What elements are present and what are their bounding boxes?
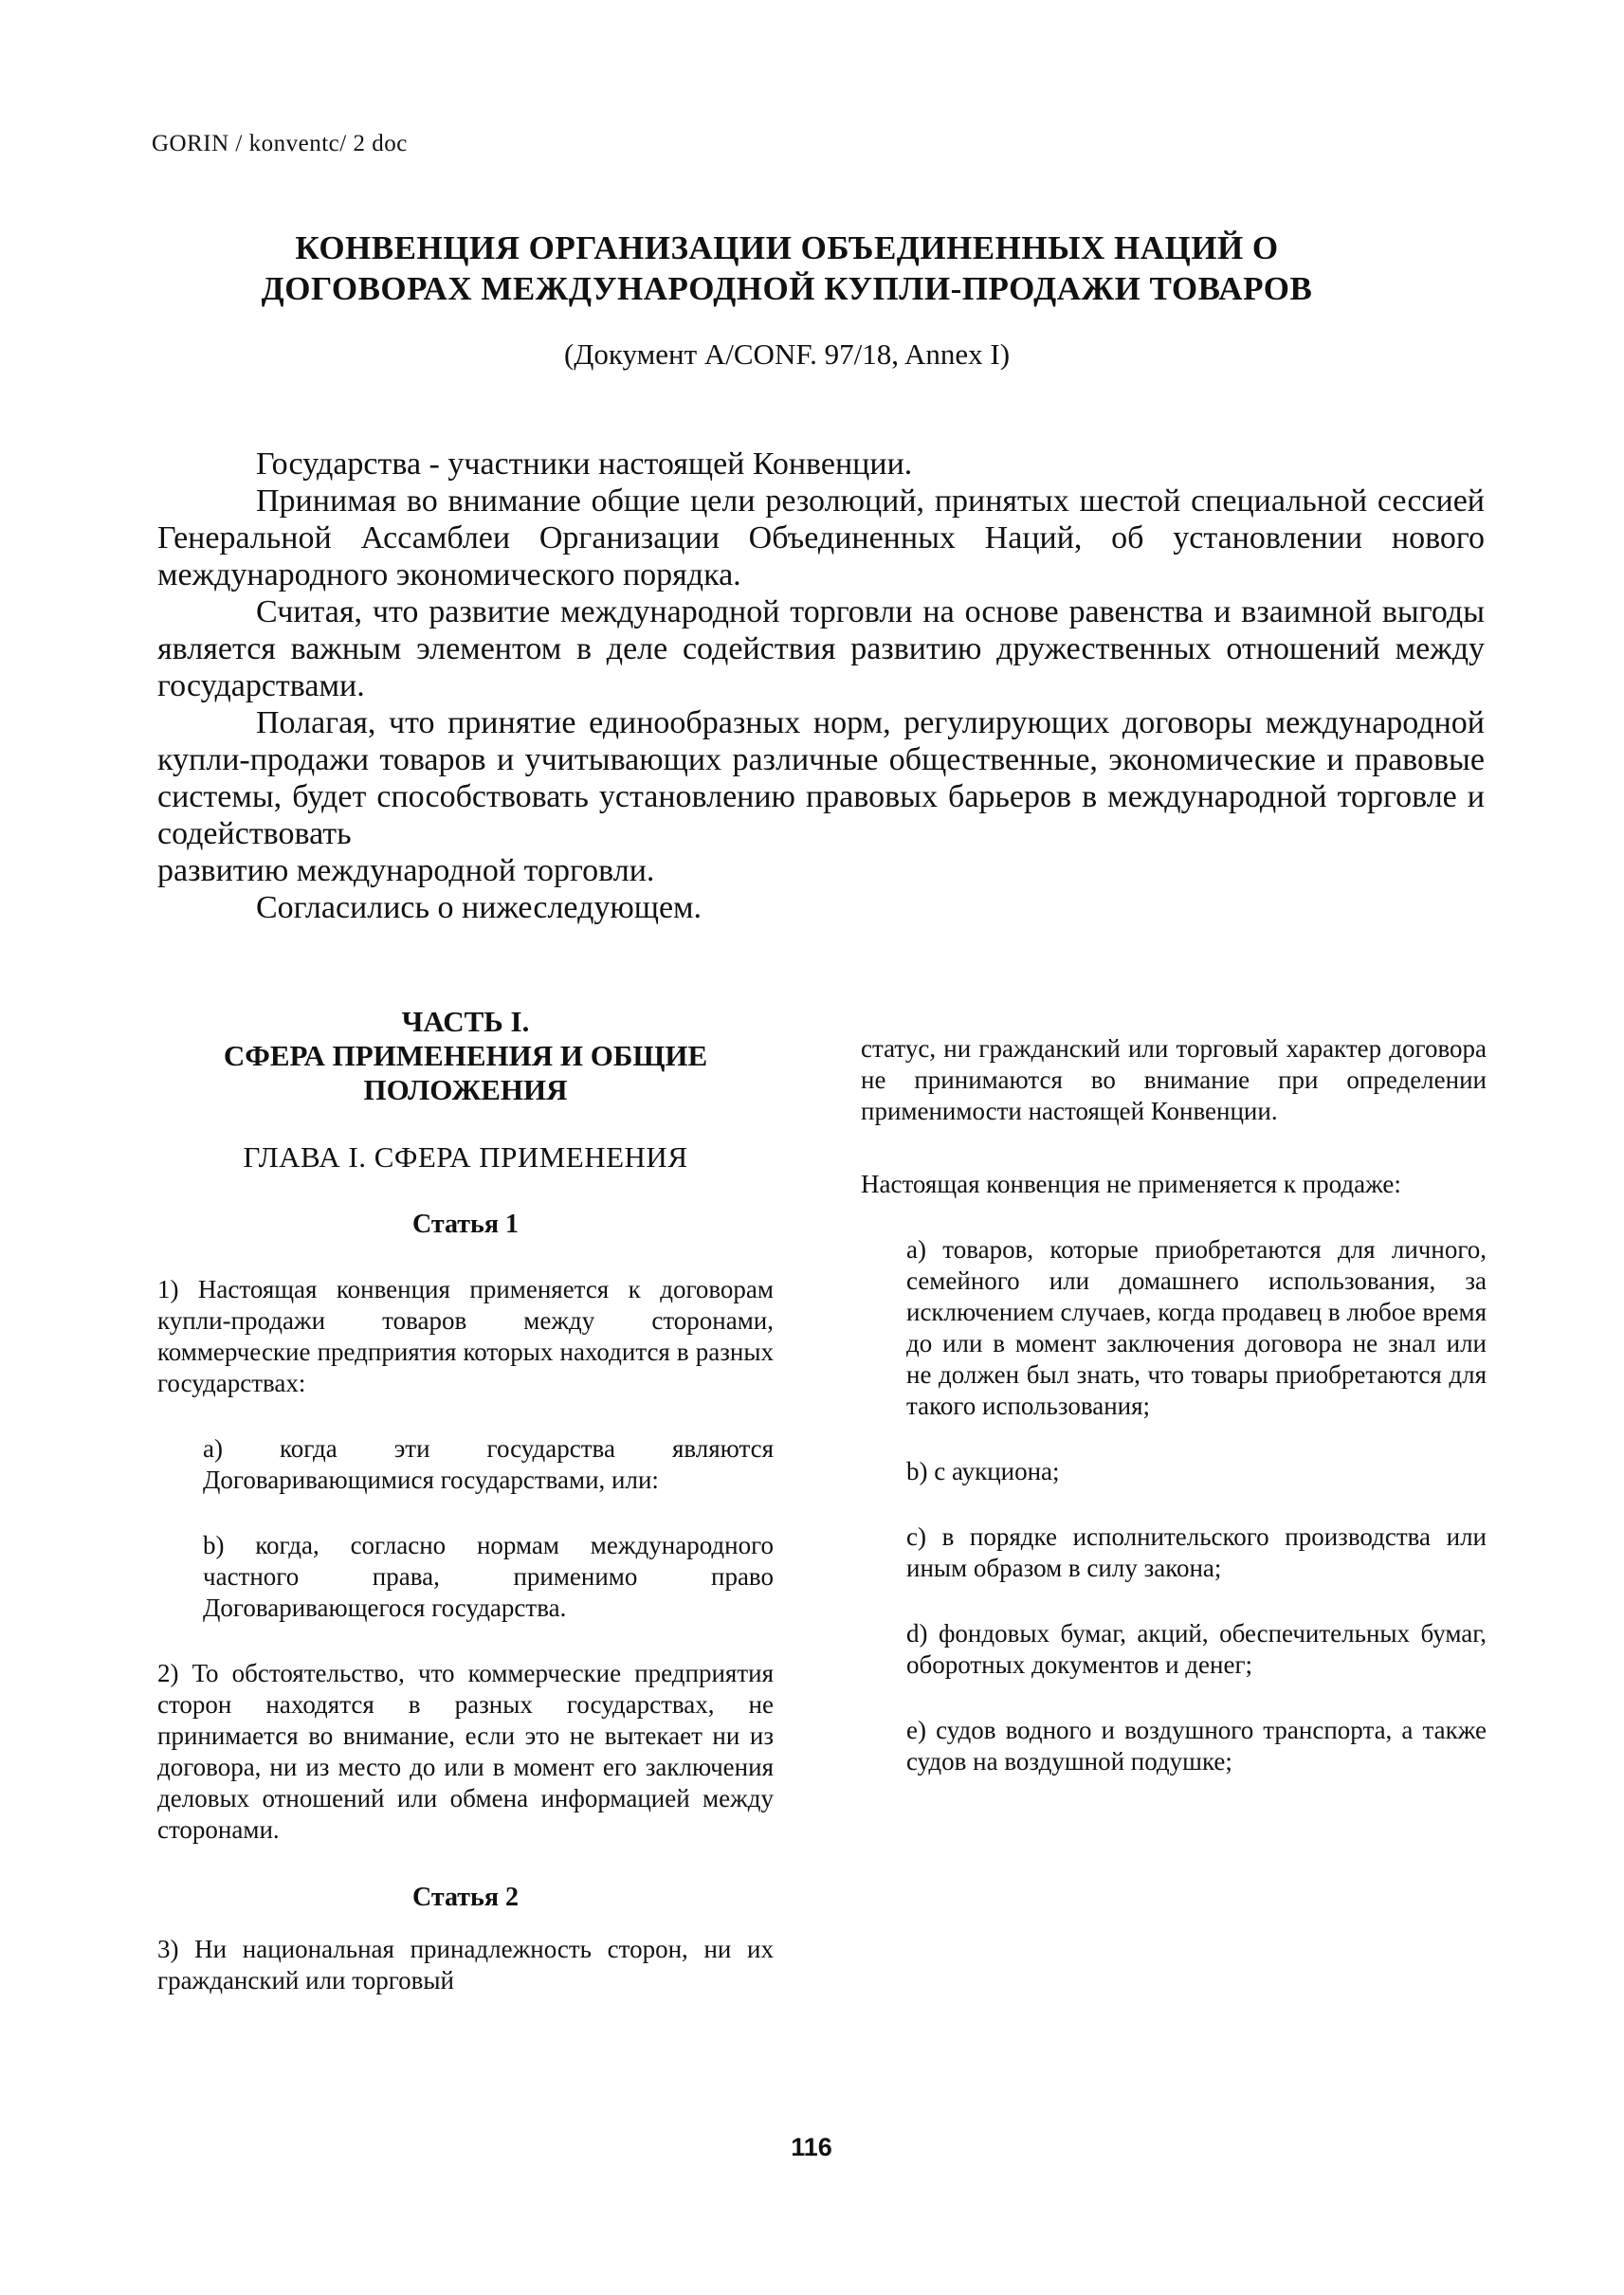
part-title-line: СФЕРА ПРИМЕНЕНИЯ И ОБЩИЕ	[223, 1039, 708, 1072]
part-heading	[157, 1005, 774, 1107]
exclusion-item-c: с) в порядке исполнительского производства или иным образом в силу закона;	[906, 1522, 1487, 1582]
preamble-paragraph: развитию международной торговли.	[157, 853, 655, 888]
article-2-heading: Статья 2	[412, 1883, 519, 1912]
title-line-1: КОНВЕНЦИЯ ОРГАНИЗАЦИИ ОБЪЕДИНЕННЫХ НАЦИЙ О	[295, 229, 1279, 266]
part-title-line: ПОЛОЖЕНИЯ	[363, 1073, 568, 1106]
article-paragraph: 1) Настоящая конвенция применяется к договорам купли-продажи товаров между сторонами, коммерческие предприятия которых находится в разных государствах:	[157, 1275, 774, 1397]
part-number: ЧАСТЬ I.	[401, 1005, 530, 1038]
preamble-paragraph: Государства - участники настоящей Конвенции.	[256, 446, 913, 482]
document-reference: GORIN / konventc/ 2 doc	[152, 131, 408, 156]
preamble-paragraph: Согласились о нижеследующем.	[256, 890, 703, 925]
page-number: 116	[791, 2133, 832, 2161]
article-subitem: а) когда эти государства являются Договаривающимися государствами, или:	[203, 1434, 774, 1494]
exclusion-item-e: е) судов водного и воздушного транспорта, а также судов на воздушной подушке;	[906, 1716, 1487, 1776]
right-column	[861, 1033, 1487, 1777]
article-paragraph: Настоящая конвенция не применяется к продаже:	[861, 1170, 1401, 1198]
article-paragraph: 3) Ни национальная принадлежность сторон, ни их гражданский или торговый	[157, 1935, 774, 1994]
exclusion-item-a: а) товаров, которые приобретаются для личного, семейного или домашнего использования, за исключением случаев, когда продавец в любое время до или в момент заключения договора не знал или не должен был знать, что товары приобретаются для такого использования;	[906, 1235, 1487, 1420]
exclusion-item-d: d) фондовых бумаг, акций, обеспечительных бумаг, оборотных документов и денег;	[906, 1619, 1487, 1679]
left-column	[157, 1005, 774, 1996]
article-subitem: b) когда, согласно нормам международного частного права, применимо право Договаривающегося государства.	[203, 1531, 774, 1622]
chapter-heading: ГЛАВА I. СФЕРА ПРИМЕНЕНИЯ	[243, 1140, 688, 1174]
preamble-paragraph: Считая, что развитие международной торговли на основе равенства и взаимной выгоды является важным элементом в деле содействия развитию дружественных отношений между государствами.	[157, 594, 1485, 703]
article-1-heading: Статья 1	[412, 1210, 519, 1239]
preamble-paragraph: Полагая, что принятие единообразных норм, регулирующих договоры международной купли-продажи товаров и учитывающих различные общественные, экономические и правовые системы, будет способствовать установлению правовых барьеров в международной торговле и содействовать	[157, 705, 1485, 851]
document-subtitle: (Документ A/CONF. 97/18, Annex I)	[563, 337, 1011, 371]
document-title	[171, 228, 1403, 309]
article-paragraph: 2) То обстоятельство, что коммерческие предприятия сторон находятся в разных государствах, не принимается во внимание, если это не вытекает ни из договора, ни из место до или в момент его заключения деловых отношений или обмена информацией между сторонами.	[157, 1659, 774, 1844]
exclusion-item-b: b) с аукциона;	[906, 1457, 1060, 1485]
article-paragraph-continued: статус, ни гражданский или торговый характер договора не принимаются во внимание при определении применимости настоящей Конвенции.	[861, 1034, 1487, 1125]
preamble-paragraph: Принимая во внимание общие цели резолюций, принятых шестой специальной сессией Генеральной Ассамблеи Организации Объединенных Наций, об установлении нового международного экономического порядка.	[157, 483, 1485, 592]
title-line-2: ДОГОВОРАХ МЕЖДУНАРОДНОЙ КУПЛИ-ПРОДАЖИ ТОВАРОВ	[261, 270, 1313, 307]
preamble	[157, 446, 1485, 926]
